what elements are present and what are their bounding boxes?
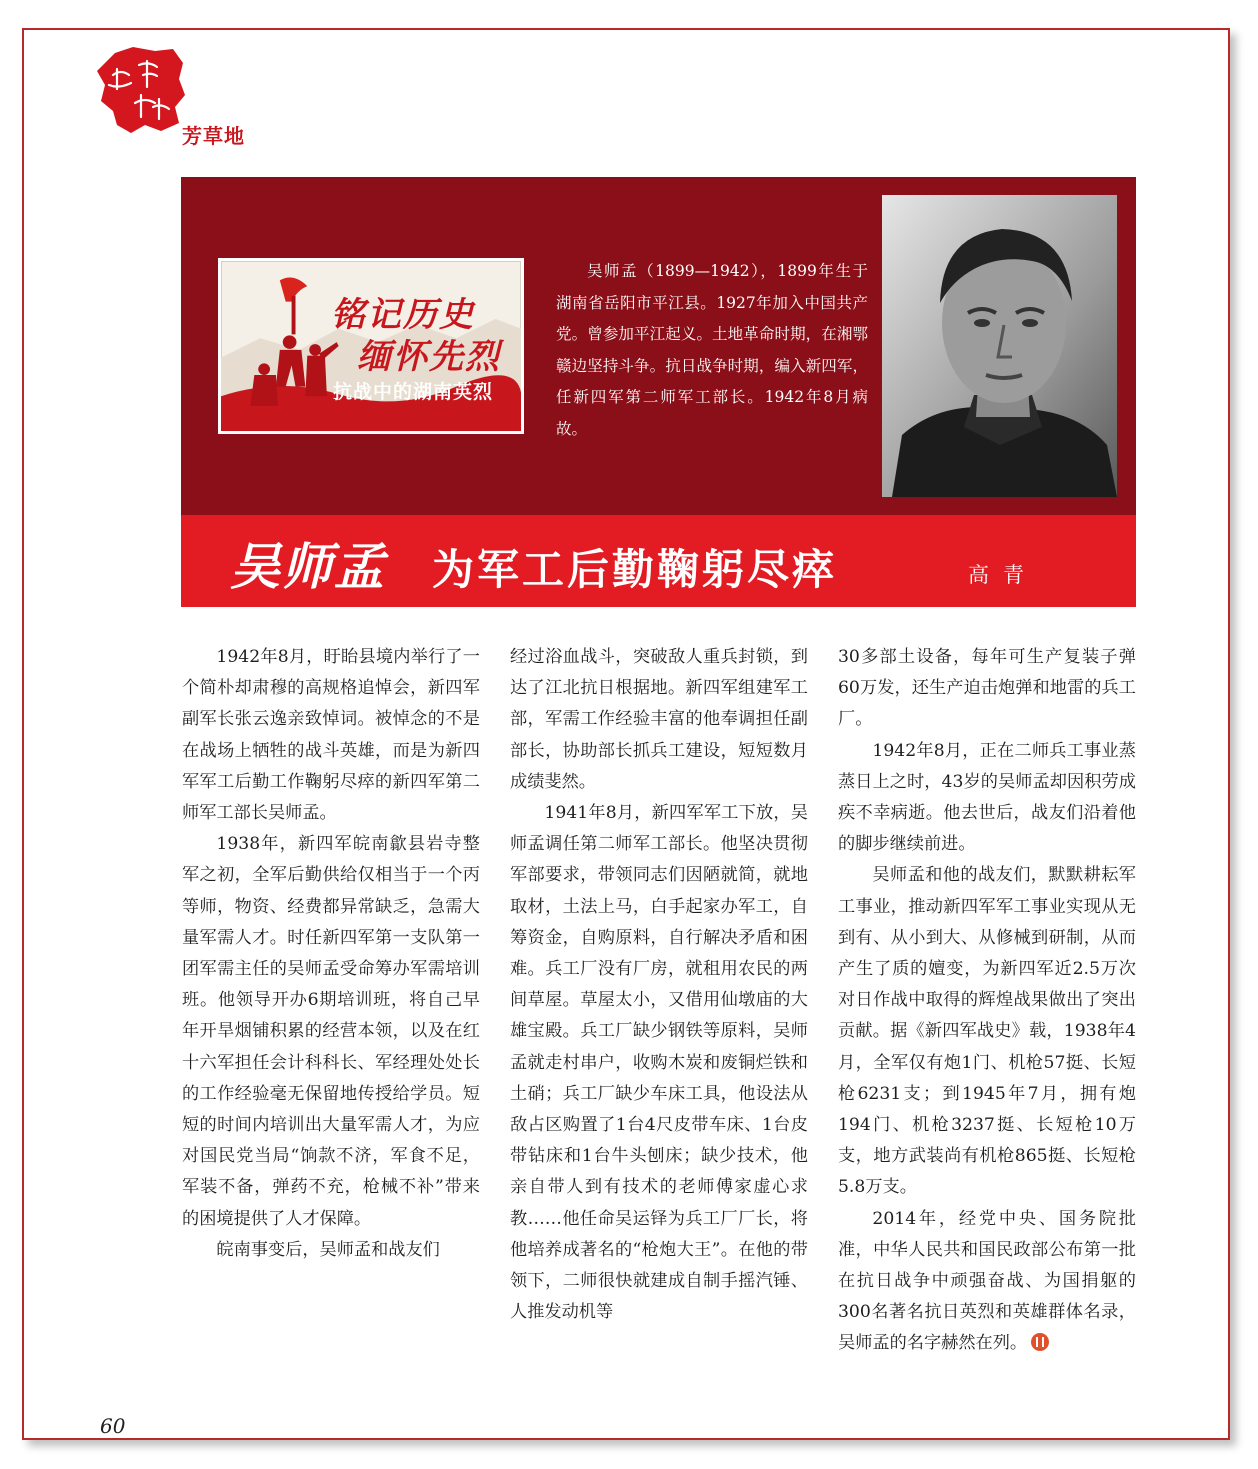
paragraph: 皖南事变后，吴师孟和战友们	[216, 1239, 440, 1260]
article-column-3	[838, 642, 1136, 1360]
paragraph: 吴师孟和他的战友们，默默耕耘军工事业，推动新四军军工事业实现从无到有、从小到大、从修械到研制，从而产生了质的嬗变，为新四军近2.5万次对日作战中取得的辉煌战果做出了突出贡献。据《新四军战史》载，1938年4月，全军仅有炮1门、机枪57挺、长短枪6231支；到1945年7月，拥有炮194门、机枪3237挺、长短枪10万支，地方武装尚有机枪865挺、长短枪5.8万支。	[838, 865, 1136, 1198]
paragraph: 1942年8月，盱眙县境内举行了一个简朴却肃穆的高规格追悼会，新四军副军长张云逸亲致悼词。被悼念的不是在战场上牺牲的战斗英雄，而是为新四军军工后勤工作鞠躬尽瘁的新四军第二师军工部长吴师孟。	[182, 647, 480, 824]
paragraph: 经过浴血战斗，突破敌人重兵封锁，到达了江北抗日根据地。新四军组建军工部，军需工作经验丰富的他奉调担任副部长，协助部长抓兵工建设，短短数月成绩斐然。	[510, 647, 808, 792]
biography-text: 吴师孟（1899—1942），1899年生于湖南省岳阳市平江县。1927年加入中国共产党。曾参加平江起义。土地革命时期，在湘鄂赣边坚持斗争。抗日战争时期，编入新四军，任新四军第二师军工部长。1942年8月病故。	[556, 262, 868, 438]
series-poster	[218, 258, 524, 434]
paragraph: 1938年，新四军皖南歙县岩寺整军之初，全军后勤供给仅相当于一个丙等师，物资、经费都异常缺乏，急需大量军需人才。时任新四军第一支队第一团军需主任的吴师孟受命筹办军需培训班。他领导开办6期培训班，将自己早年开旱烟铺积累的经营本领，以及在红十六军担任会计科科长、军经理处处长的工作经验毫无保留地传授给学员。短短的时间内培训出大量军需人才，为应对国民党当局“饷款不济，军食不足，军装不备，弹药不充，枪械不补”带来的困境提供了人才保障。	[182, 834, 480, 1229]
article-column-1	[182, 642, 480, 1266]
poster-title-line1: 铭记历史	[331, 295, 475, 335]
paragraph: 1942年8月，正在二师兵工事业蒸蒸日上之时，43岁的吴师孟却因积劳成疾不幸病逝。他去世后，战友们沿着他的脚步继续前进。	[838, 740, 1136, 855]
poster-subtitle: 抗战中的湖南英烈	[333, 381, 494, 403]
paragraph: 30多部土设备，每年可生产复装子弹60万发，还生产迫击炮弹和地雷的兵工厂。	[838, 647, 1136, 730]
article-title-name: 吴师孟	[230, 537, 386, 596]
end-mark-icon	[1031, 1333, 1049, 1351]
article-title: 为军工后勤鞠躬尽瘁	[432, 545, 838, 594]
column-name: 芳草地	[182, 124, 245, 148]
magazine-logo	[95, 45, 187, 135]
paragraph-final	[838, 1204, 1136, 1360]
article-column-2	[510, 642, 808, 1328]
paragraph-final-text: 2014年，经党中央、国务院批准，中华人民共和国民政部公布第一批在抗日战争中顽强奋战、为国捐躯的300名著名抗日英烈和英雄群体名录，吴师孟的名字赫然在列。	[838, 1208, 1136, 1354]
portrait-photo	[882, 195, 1117, 497]
poster-title-line2: 缅怀先烈	[357, 337, 501, 377]
article-author: 高青	[968, 563, 1038, 587]
paragraph: 1941年8月，新四军军工下放，吴师孟调任第二师军工部长。他坚决贯彻军部要求，带领同志们因陋就简，就地取材，土法上马，白手起家办军工，自筹资金，自购原料，自行解决矛盾和困难。兵工厂没有厂房，就租用农民的两间草屋。草屋太小，又借用仙墩庙的大雄宝殿。兵工厂缺少钢铁等原料，吴师孟就走村串户，收购木炭和废铜烂铁和土硝；兵工厂缺少车床工具，他设法从敌占区购置了1台4尺皮带车床、1台皮带钻床和1台牛头刨床；缺少技术，他亲自带人到有技术的老师傅家虚心求教……他任命吴运铎为兵工厂厂长，将他培养成著名的“枪炮大王”。在他的带领下，二师很快就建成自制手摇汽锤、人推发动机等	[510, 803, 808, 1323]
page-number: 60	[100, 1414, 126, 1438]
